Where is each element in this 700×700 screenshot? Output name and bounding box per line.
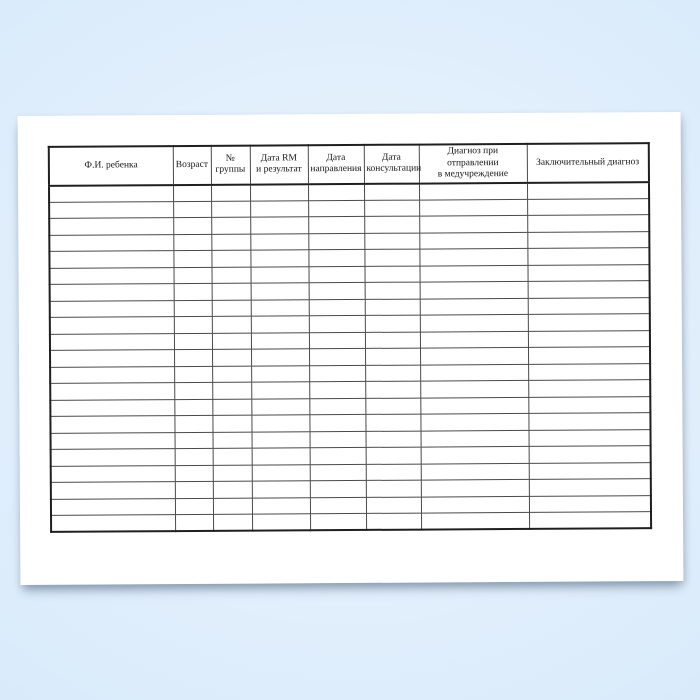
table-cell: [173, 267, 211, 284]
table-cell: [173, 217, 211, 234]
table-cell: [51, 515, 175, 532]
table-cell: [174, 399, 212, 416]
table-cell: [175, 514, 213, 531]
table-cell: [527, 248, 649, 265]
table-cell: [251, 382, 309, 399]
table-cell: [49, 185, 173, 202]
table-cell: [251, 365, 309, 382]
table-cell: [528, 380, 650, 397]
column-header-2: Возраст: [173, 146, 211, 185]
table-cell: [420, 314, 528, 331]
table-cell: [251, 415, 309, 432]
table-cell: [365, 315, 420, 332]
table-cell: [252, 481, 310, 498]
table-cell: [212, 415, 251, 432]
table-cell: [420, 380, 528, 397]
table-header-row: [49, 143, 649, 185]
table-cell: [49, 234, 173, 251]
table-body: [49, 182, 651, 532]
table-cell: [365, 398, 420, 415]
table-cell: [252, 514, 310, 531]
table-cell: [51, 449, 175, 466]
table-cell: [175, 448, 213, 465]
table-cell: [174, 415, 212, 432]
table-cell: [49, 201, 173, 218]
table-cell: [366, 513, 421, 530]
table-cell: [528, 347, 650, 364]
table-cell: [527, 215, 649, 232]
table-cell: [211, 234, 250, 251]
table-cell: [309, 348, 365, 365]
table-cell: [364, 216, 419, 233]
table-cell: [419, 215, 527, 232]
table-cell: [309, 332, 365, 349]
table-cell: [527, 231, 649, 248]
table-cell: [528, 363, 650, 380]
table-cell: [174, 333, 212, 350]
document-page: [18, 112, 684, 585]
table-cell: [250, 250, 308, 267]
table-cell: [420, 364, 528, 381]
table-cell: [309, 414, 365, 431]
table-cell: [174, 366, 212, 383]
table-cell: [310, 431, 366, 448]
table-cell: [365, 332, 420, 349]
table-cell: [364, 233, 419, 250]
table-cell: [174, 300, 212, 317]
column-header-5: Дата направления: [308, 145, 364, 184]
table-cell: [174, 283, 212, 300]
table-cell: [365, 282, 420, 299]
table-cell: [309, 398, 365, 415]
table-cell: [251, 349, 309, 366]
table-cell: [419, 232, 527, 249]
table-cell: [308, 249, 364, 266]
table-cell: [51, 498, 175, 515]
table-cell: [419, 265, 527, 282]
table-cell: [419, 248, 527, 265]
table-cell: [364, 249, 419, 266]
table-cell: [528, 314, 650, 331]
table-cell: [251, 316, 309, 333]
table-cell: [308, 183, 364, 200]
table-cell: [310, 480, 366, 497]
table-header: [49, 143, 649, 185]
table-cell: [310, 497, 366, 514]
table-cell: [173, 234, 211, 251]
table-cell: [250, 217, 308, 234]
table-cell: [251, 299, 309, 316]
table-cell: [50, 300, 174, 317]
table-cell: [529, 429, 651, 446]
column-header-4: Дата RM и результат: [250, 145, 308, 184]
table-cell: [420, 331, 528, 348]
table-cell: [421, 512, 529, 529]
table-cell: [212, 349, 251, 366]
table-cell: [174, 349, 212, 366]
table-cell: [49, 251, 173, 268]
table-cell: [365, 414, 420, 431]
table-cell: [365, 365, 420, 382]
table-cell: [173, 201, 211, 218]
table-cell: [213, 481, 252, 498]
table-cell: [366, 431, 421, 448]
column-header-8: Заключительный диагноз: [527, 143, 649, 182]
table-cell: [211, 267, 250, 284]
table-cell: [309, 315, 365, 332]
table-cell: [175, 481, 213, 498]
table-cell: [175, 432, 213, 449]
table-row: [51, 512, 651, 532]
table-cell: [50, 383, 174, 400]
table-cell: [211, 184, 250, 201]
table-cell: [529, 462, 651, 479]
table-cell: [252, 448, 310, 465]
table-cell: [528, 330, 650, 347]
table-cell: [250, 266, 308, 283]
table-cell: [310, 513, 366, 530]
table-cell: [51, 465, 175, 482]
table-cell: [420, 413, 528, 430]
table-cell: [366, 480, 421, 497]
table-cell: [50, 333, 174, 350]
table-cell: [174, 316, 212, 333]
table-cell: [213, 498, 252, 515]
table-cell: [421, 496, 529, 513]
table-cell: [173, 184, 211, 201]
table-cell: [251, 283, 309, 300]
table-cell: [310, 447, 366, 464]
table-cell: [420, 347, 528, 364]
table-cell: [528, 281, 650, 298]
table-cell: [212, 382, 251, 399]
table-cell: [421, 430, 529, 447]
table-cell: [50, 267, 174, 284]
table-cell: [173, 250, 211, 267]
table-cell: [421, 479, 529, 496]
table-cell: [212, 283, 251, 300]
table-cell: [250, 233, 308, 250]
table-cell: [364, 266, 419, 283]
table-cell: [527, 198, 649, 215]
table-cell: [213, 514, 252, 531]
table-cell: [212, 300, 251, 317]
table-cell: [309, 299, 365, 316]
table-cell: [309, 381, 365, 398]
table-cell: [529, 495, 651, 512]
table-cell: [175, 465, 213, 482]
table-cell: [421, 446, 529, 463]
table-cell: [252, 497, 310, 514]
table-cell: [527, 182, 649, 199]
table-cell: [212, 399, 251, 416]
table-cell: [308, 216, 364, 233]
table-cell: [365, 299, 420, 316]
table-cell: [250, 200, 308, 217]
column-header-6: Дата консультации: [364, 145, 419, 184]
table-cell: [528, 396, 650, 413]
table-cell: [308, 200, 364, 217]
table-cell: [50, 317, 174, 334]
table-cell: [252, 431, 310, 448]
column-header-3: № группы: [211, 146, 250, 185]
column-header-7: Диагноз при отправлении в медучреждение: [419, 144, 527, 183]
table-cell: [529, 446, 651, 463]
table-cell: [365, 381, 420, 398]
table-cell: [50, 416, 174, 433]
table-cell: [250, 184, 308, 201]
table-cell: [309, 282, 365, 299]
table-cell: [212, 316, 251, 333]
table-cell: [420, 281, 528, 298]
table-cell: [212, 366, 251, 383]
table-cell: [174, 382, 212, 399]
table-cell: [212, 333, 251, 350]
table-cell: [251, 332, 309, 349]
table-cell: [211, 217, 250, 234]
table-cell: [420, 397, 528, 414]
table-cell: [49, 218, 173, 235]
table-cell: [366, 497, 421, 514]
table-cell: [213, 448, 252, 465]
table-cell: [308, 233, 364, 250]
table-cell: [50, 366, 174, 383]
table-cell: [529, 512, 651, 529]
table-cell: [529, 479, 651, 496]
table-cell: [528, 413, 650, 430]
table-cell: [419, 182, 527, 199]
table-cell: [213, 465, 252, 482]
table-cell: [419, 199, 527, 216]
table-cell: [309, 365, 365, 382]
column-header-1: Ф.И. ребенка: [49, 146, 173, 185]
table-cell: [175, 498, 213, 515]
table-cell: [50, 350, 174, 367]
table-cell: [50, 399, 174, 416]
table-cell: [364, 200, 419, 217]
table-cell: [51, 482, 175, 499]
table-cell: [528, 297, 650, 314]
table-cell: [211, 201, 250, 218]
table-cell: [251, 398, 309, 415]
table-cell: [310, 464, 366, 481]
table-cell: [308, 266, 364, 283]
medical-referral-register-table: [48, 142, 652, 533]
table-cell: [50, 284, 174, 301]
table-cell: [366, 447, 421, 464]
table-cell: [364, 183, 419, 200]
table-cell: [366, 464, 421, 481]
table-cell: [420, 298, 528, 315]
table-cell: [51, 432, 175, 449]
table-cell: [252, 464, 310, 481]
table-cell: [421, 463, 529, 480]
table-cell: [211, 250, 250, 267]
table-cell: [365, 348, 420, 365]
table-cell: [213, 432, 252, 449]
table-cell: [527, 264, 649, 281]
